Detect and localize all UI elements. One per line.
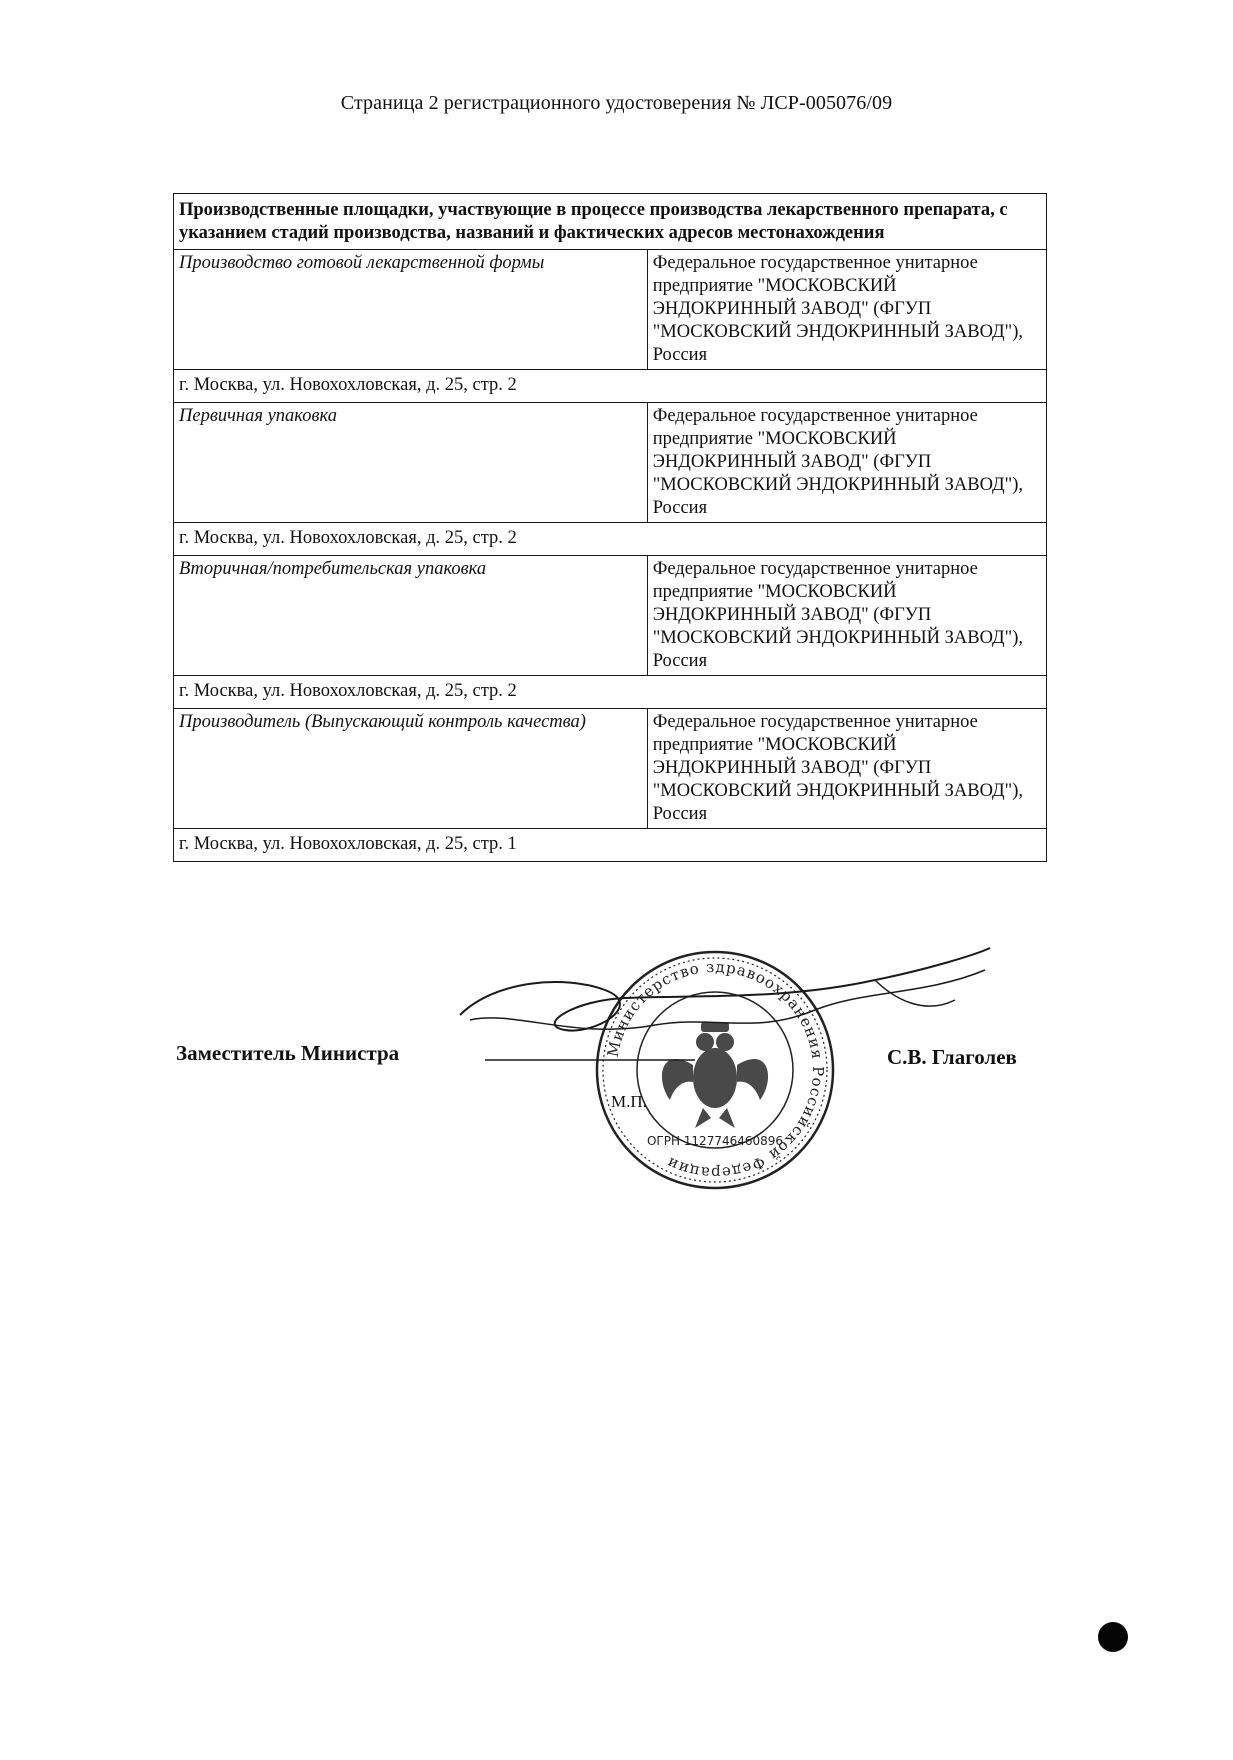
organization-cell: Федеральное государственное унитарное предприятие "МОСКОВСКИЙ ЭНДОКРИННЫЙ ЗАВОД" (ФГУП "МОСКОВСКИЙ ЭНДОКРИННЫЙ ЗАВОД"), Россия	[647, 709, 1046, 829]
table-row	[174, 250, 1047, 370]
handwritten-signature	[455, 940, 995, 1090]
address-cell: г. Москва, ул. Новохохловская, д. 25, стр. 2	[174, 676, 1047, 709]
organization-cell: Федеральное государственное унитарное предприятие "МОСКОВСКИЙ ЭНДОКРИННЫЙ ЗАВОД" (ФГУП "МОСКОВСКИЙ ЭНДОКРИННЫЙ ЗАВОД"), Россия	[647, 556, 1046, 676]
table-row	[174, 676, 1047, 709]
table-row	[174, 709, 1047, 829]
seal-center-ring	[637, 992, 793, 1148]
official-seal	[590, 945, 840, 1195]
address-cell: г. Москва, ул. Новохохловская, д. 25, стр. 2	[174, 370, 1047, 403]
table-row	[174, 403, 1047, 523]
black-dot-mark	[1098, 1622, 1128, 1652]
organization-cell: Федеральное государственное унитарное предприятие "МОСКОВСКИЙ ЭНДОКРИННЫЙ ЗАВОД" (ФГУП "МОСКОВСКИЙ ЭНДОКРИННЫЙ ЗАВОД"), Россия	[647, 250, 1046, 370]
seal-place-mark: М.П.	[611, 1092, 647, 1111]
address-cell: г. Москва, ул. Новохохловская, д. 25, стр. 1	[174, 829, 1047, 862]
address-cell: г. Москва, ул. Новохохловская, д. 25, стр. 2	[174, 523, 1047, 556]
stage-cell: Первичная упаковка	[174, 403, 648, 523]
seal-inner-ring	[603, 958, 827, 1182]
stage-cell: Производитель (Выпускающий контроль качества)	[174, 709, 648, 829]
production-sites-table	[173, 193, 1047, 862]
stage-cell: Вторичная/потребительская упаковка	[174, 556, 648, 676]
table-row	[174, 829, 1047, 862]
table-row	[174, 523, 1047, 556]
signatory-title: Заместитель Министра	[176, 1041, 400, 1065]
table-row	[174, 370, 1047, 403]
signatory-name: С.В. Глаголев	[887, 1045, 1017, 1069]
organization-cell: Федеральное государственное унитарное предприятие "МОСКОВСКИЙ ЭНДОКРИННЫЙ ЗАВОД" (ФГУП "МОСКОВСКИЙ ЭНДОКРИННЫЙ ЗАВОД"), Россия	[647, 403, 1046, 523]
stage-cell: Производство готовой лекарственной формы	[174, 250, 648, 370]
table-title: Производственные площадки, участвующие в процессе производства лекарственного препарата, с указанием стадий производства, названий и фактических адресов местонахождения	[174, 194, 1047, 250]
page-header: Страница 2 регистрационного удостоверения № ЛСР-005076/09	[340, 92, 893, 114]
seal-ring-text: Министерство здравоохранения Российской Федерации	[603, 957, 828, 1183]
table-row	[174, 556, 1047, 676]
eagle-emblem-icon	[662, 1022, 768, 1128]
seal-outer-ring	[597, 952, 833, 1188]
seal-ogrn-text: ОГРН 1127746460896	[646, 1134, 784, 1148]
